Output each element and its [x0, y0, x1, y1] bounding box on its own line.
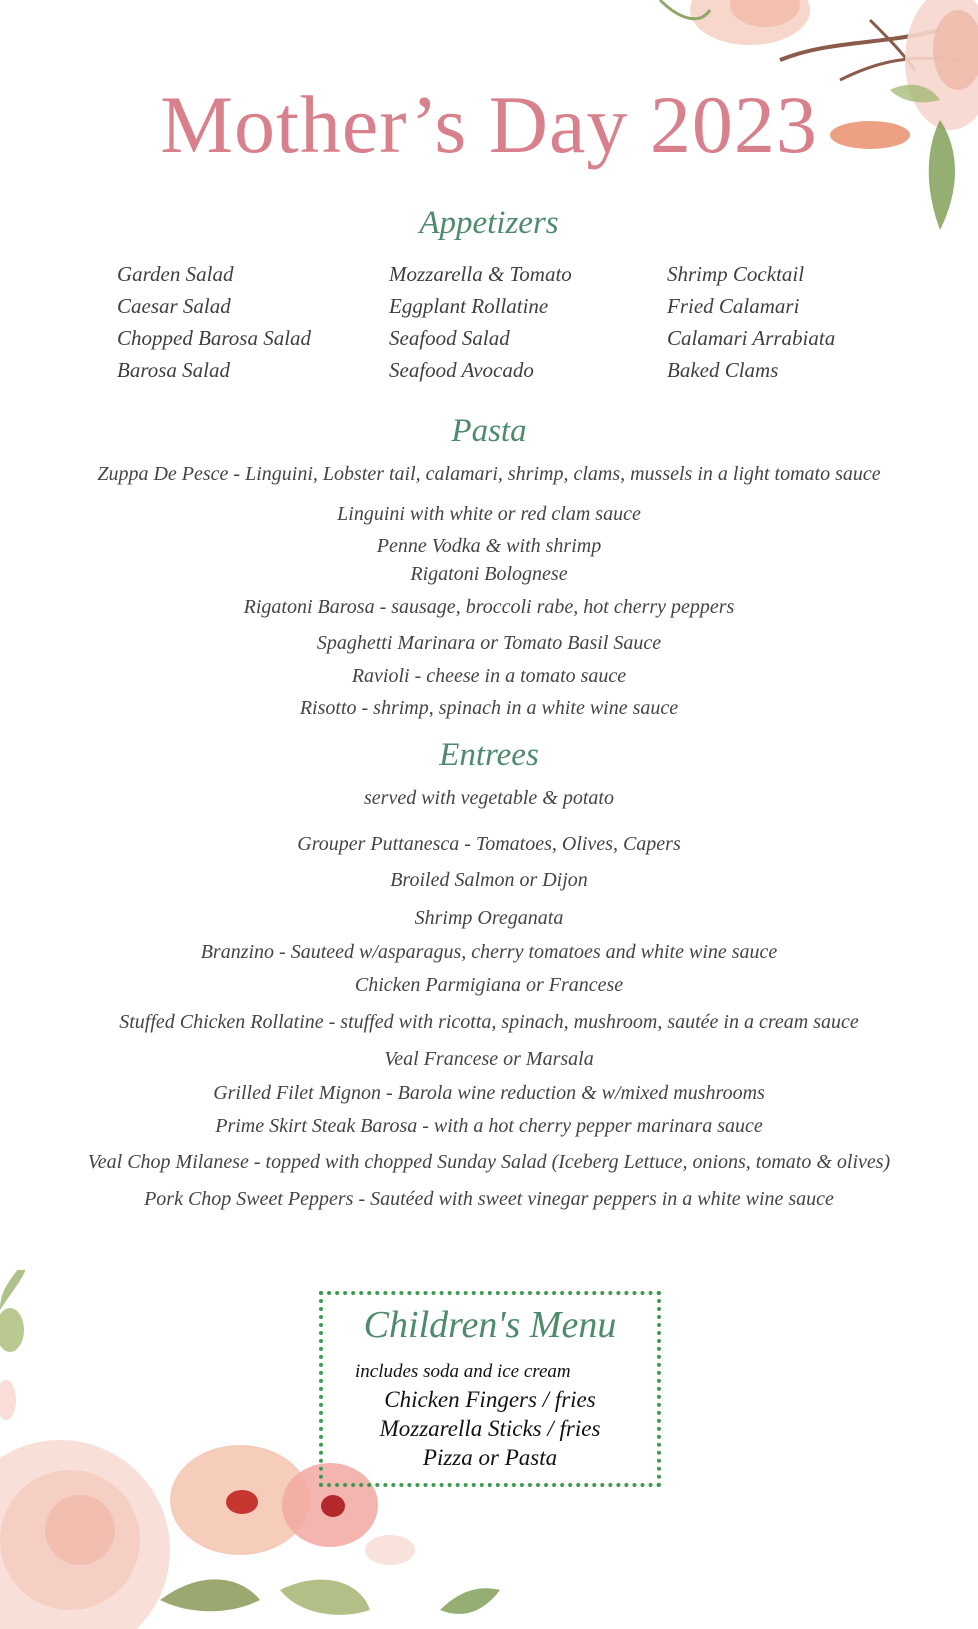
list-item: Seafood Avocado [389, 358, 534, 382]
entree-item: Veal Chop Milanese - topped with chopped Sunday Salad (Iceberg Lettuce, onions, tomato & olives) [87, 1151, 891, 1173]
childrens-menu-item: Mozzarella Sticks / fries [379, 1416, 601, 1441]
list-item: Shrimp Cocktail [667, 262, 805, 286]
entree-item: Stuffed Chicken Rollatine - stuffed with ricotta, spinach, mushroom, sautée in a cream sauce [119, 1011, 859, 1033]
list-item: Garden Salad [117, 262, 234, 286]
childrens-menu-item: Chicken Fingers / fries [384, 1387, 596, 1412]
pasta-item: Risotto - shrimp, spinach in a white wine sauce [299, 697, 679, 719]
entree-item: Pork Chop Sweet Peppers - Sautéed with sweet vinegar peppers in a white wine sauce [144, 1188, 834, 1210]
childrens-menu-box [319, 1291, 661, 1487]
list-item: Eggplant Rollatine [389, 294, 549, 318]
pasta-item: Linguini with white or red clam sauce [337, 503, 641, 525]
appetizers-column-3 [667, 258, 835, 386]
childrens-menu-note: includes soda and ice cream [355, 1361, 571, 1382]
list-item: Fried Calamari [667, 294, 800, 318]
appetizers-heading: Appetizers [419, 205, 559, 241]
list-item: Calamari Arrabiata [667, 326, 836, 350]
list-item: Barosa Salad [117, 358, 230, 382]
list-item: Seafood Salad [389, 326, 510, 350]
entree-item: Grilled Filet Mignon - Barola wine reduction & w/mixed mushrooms [213, 1082, 765, 1104]
entree-item: Grouper Puttanesca - Tomatoes, Olives, Capers [297, 833, 681, 855]
pasta-item: Zuppa De Pesce - Linguini, Lobster tail, calamari, shrimp, clams, mussels in a light tomato sauce [97, 463, 881, 485]
list-item: Chopped Barosa Salad [117, 326, 312, 350]
entree-item: Broiled Salmon or Dijon [390, 869, 588, 891]
page-title: Mother’s Day 2023 [160, 79, 818, 170]
appetizers-column-2 [389, 258, 572, 386]
entree-item: Veal Francese or Marsala [384, 1048, 594, 1070]
childrens-menu-heading: Children's Menu [363, 1304, 617, 1346]
pasta-item: Penne Vodka & with shrimp [376, 535, 602, 557]
entree-item: Prime Skirt Steak Barosa - with a hot cherry pepper marinara sauce [215, 1115, 763, 1137]
entree-item: Shrimp Oreganata [414, 907, 564, 929]
pasta-item: Rigatoni Bolognese [410, 563, 568, 585]
pasta-heading: Pasta [451, 413, 527, 449]
list-item: Baked Clams [667, 358, 779, 382]
pasta-item: Ravioli - cheese in a tomato sauce [351, 665, 627, 687]
entree-item: Branzino - Sauteed w/asparagus, cherry tomatoes and white wine sauce [200, 941, 778, 963]
childrens-menu-item: Pizza or Pasta [422, 1445, 558, 1470]
list-item: Caesar Salad [117, 294, 231, 318]
list-item: Mozzarella & Tomato [389, 262, 572, 286]
entrees-note: served with vegetable & potato [364, 787, 614, 809]
pasta-item: Spaghetti Marinara or Tomato Basil Sauce [316, 632, 662, 654]
appetizers-column-1 [117, 258, 311, 386]
pasta-item: Rigatoni Barosa - sausage, broccoli rabe, hot cherry peppers [243, 596, 735, 618]
entree-item: Chicken Parmigiana or Francese [354, 974, 624, 996]
entrees-heading: Entrees [439, 737, 539, 773]
